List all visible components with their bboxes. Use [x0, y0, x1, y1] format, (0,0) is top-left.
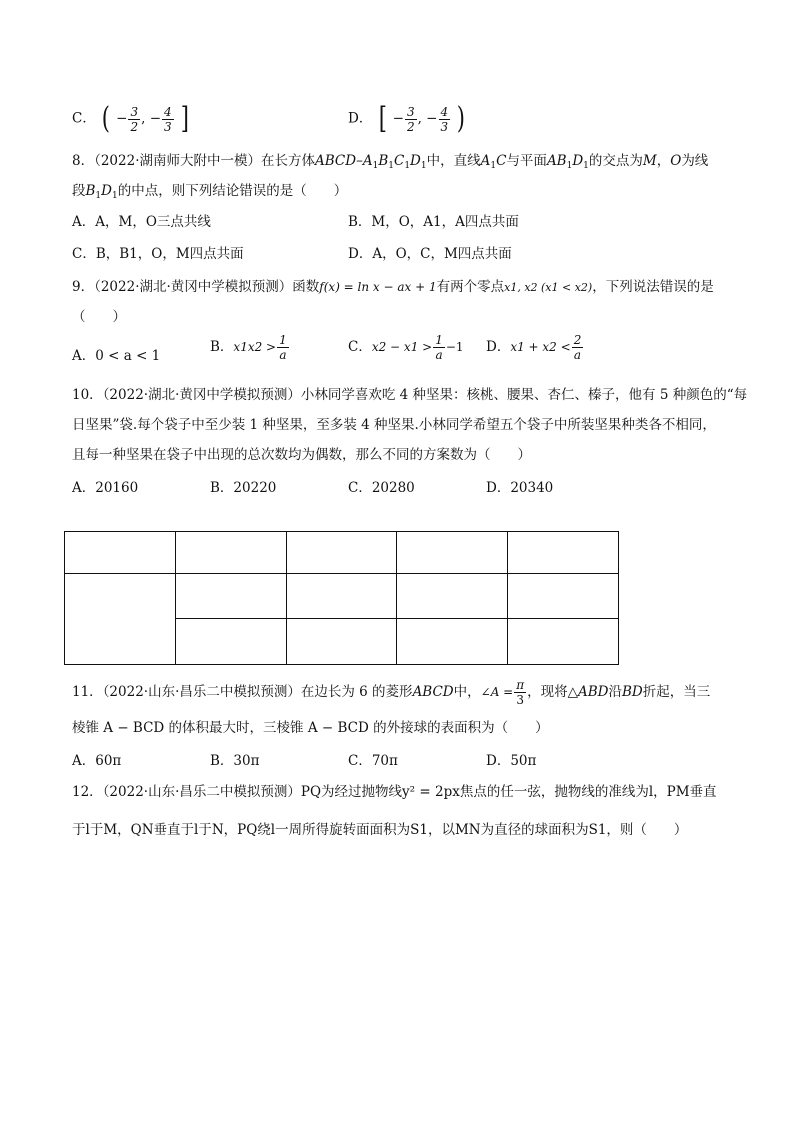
- grid-cell: [175, 619, 286, 665]
- open-bracket: [: [378, 101, 387, 136]
- q11-stem-line1: 11．（2022·山东·昌乐二中模拟预测）在边长为 6 的菱形ABCD中，∠A = $\frac{\pi}{3}$ ，现将△ABD沿BD折起，当三: [72, 678, 711, 707]
- q10-stem-line2: 日坚果”袋.每个袋子中至少装 1 种坚果，至多装 4 种坚果.小林同学希望五个袋子中所装坚果种类各不相同，: [72, 417, 716, 433]
- q10-stem-line1: 10．（2022·湖北·黄冈中学模拟预测）小林同学喜欢吃 4 种坚果：核桃、腰果、杏仁、榛子，他有 5 种颜色的“每: [72, 387, 748, 403]
- grid-cell-merged: [65, 574, 176, 665]
- grid-cell: [508, 532, 619, 574]
- q11-stem-line2: 棱锥 A − BCD 的体积最大时，三棱锥 A − BCD 的外接球的表面积为（ ）: [72, 720, 549, 736]
- q10-option-d: D．20340: [486, 480, 554, 496]
- grid-cell: [508, 574, 619, 619]
- q9-stem-line2: （ ）: [72, 309, 126, 325]
- grid-cell: [397, 574, 508, 619]
- close-bracket: ]: [180, 101, 189, 136]
- q11-option-a: A．60π: [72, 753, 122, 769]
- q12-stem-line1: 12．（2022·山东·昌乐二中模拟预测）PQ为经过抛物线y² = 2px焦点的任一弦，抛物线的准线为l，PM垂直: [72, 784, 717, 800]
- close-paren: ): [457, 101, 466, 136]
- blank-grid-table: [64, 531, 619, 665]
- grid-cell: [286, 574, 397, 619]
- q7-option-c: C． ( − $\frac{3}{2}$ , − $\frac{4}{3}$ ]: [72, 101, 189, 136]
- grid-cell: [508, 619, 619, 665]
- grid-cell: [397, 619, 508, 665]
- q11-option-b: B．30π: [210, 753, 260, 769]
- option-label: C．: [72, 110, 96, 127]
- q11-option-d: D．50π: [486, 753, 537, 769]
- q8-stem-line1: 8．（2022·湖南师大附中一模）在长方体ABCD–$A_1B_1C_1D_1$中，直线$A_1C$与平面$AB_1D_1$的交点为M，O为线: [72, 153, 709, 171]
- fraction: $\frac{4}{3}$: [440, 104, 449, 134]
- q10-option-b: B．20220: [210, 480, 277, 496]
- open-paren: (: [101, 101, 111, 136]
- q7-option-d: D． [ − $\frac{3}{2}$ , − $\frac{4}{3}$ ): [348, 101, 466, 136]
- grid-cell: [286, 619, 397, 665]
- grid-cell: [397, 532, 508, 574]
- q9-option-a: A．0 < a < 1: [72, 348, 161, 364]
- q8-option-d: D．A，O，C，M四点共面: [348, 246, 512, 262]
- grid-cell: [286, 532, 397, 574]
- grid-cell: [175, 574, 286, 619]
- q9-option-b: B．x1x2 > $\frac{1}{a}$: [210, 333, 287, 362]
- q9-stem-line1: 9．（2022·湖北·黄冈中学模拟预测）函数f(x) = ln x − ax + 1有两个零点x1, x2 (x1 < x2)，下列说法错误的是: [72, 279, 714, 295]
- q9-option-c: C．x2 − x1 > $\frac{1}{a}$ −1: [348, 333, 464, 362]
- q8-option-b: B．M，O，A1，A四点共面: [348, 214, 519, 230]
- fraction: $\frac{3}{2}$: [406, 104, 415, 134]
- option-label: D．: [348, 110, 373, 127]
- q10-option-c: C．20280: [348, 480, 415, 496]
- q10-option-a: A．20160: [72, 480, 139, 496]
- fraction: $\frac{4}{3}$: [164, 104, 172, 134]
- q12-stem-line2: 于l于M，QN垂直于l于N，PQ绕l一周所得旋转面面积为S1，以MN为直径的球面积为S1，则（ ）: [72, 822, 688, 838]
- fraction: $\frac{3}{2}$: [130, 104, 139, 134]
- grid-cell: [175, 532, 286, 574]
- q8-option-a: A．A，M，O三点共线: [72, 214, 211, 230]
- grid-cell: [65, 532, 176, 574]
- q8-stem-line2: 段$B_1D_1$的中点，则下列结论错误的是（ ）: [72, 183, 348, 201]
- q10-stem-line3: 且每一种坚果在袋子中出现的总次数均为偶数，那么不同的方案数为（ ）: [72, 447, 531, 463]
- q8-option-c: C．B，B1，O，M四点共面: [72, 246, 244, 262]
- q11-option-c: C．70π: [348, 753, 398, 769]
- q9-option-d: D．x1 + x2 < $\frac{2}{a}$: [486, 333, 582, 362]
